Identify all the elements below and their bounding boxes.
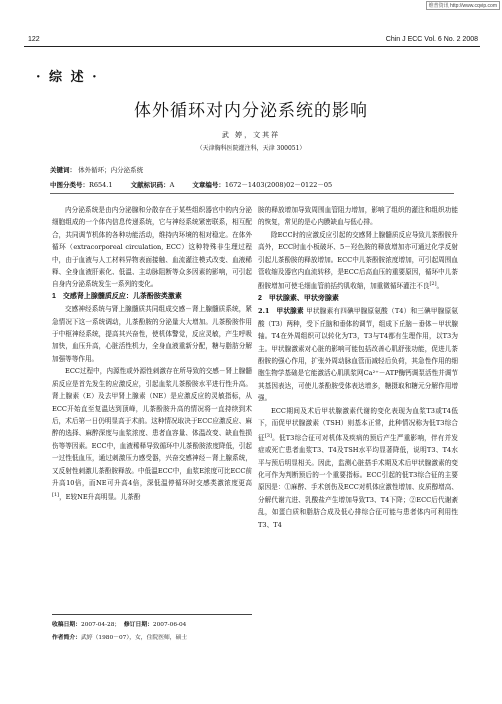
heading-section-2: 2 甲状腺素、甲状旁腺素 bbox=[258, 295, 339, 303]
article-no-label: 文章编号： bbox=[192, 182, 225, 189]
intro-paragraph: 内分泌系统是由内分泌腺和分散存在于某些组织器官中的内分泌细胞组成的一个体内信息传递系统，它与神经系统紧密联系，相互配合，共同调节机体的各种功能活动，维持内环境的相对稳定。在体外循环（extracorporeal circulation, ECC）这种特殊非生理过程中，由于血液与人工材料异物表面接触、血流灌注模式改变、血液稀释、全身血液肝素化、低温、主动脉阻断等众多因素的影响，可引起自身内分泌系统发生一系列的变化。 bbox=[52, 206, 252, 289]
footnote-rule bbox=[52, 614, 252, 615]
citation-ref: [3] bbox=[264, 432, 272, 439]
header-rule bbox=[24, 46, 480, 47]
page-number: 122 bbox=[28, 36, 40, 43]
footnote-author bbox=[52, 632, 187, 641]
abstract-rule bbox=[50, 193, 454, 194]
left-column bbox=[52, 204, 252, 504]
received-date: 2007-04-28； bbox=[81, 622, 121, 628]
paragraph-ecc-catecholamine bbox=[52, 365, 252, 504]
heading-section-1: 1 交感肾上腺髓质反应：儿茶酚胺类激素 bbox=[52, 292, 182, 300]
received-label: 收稿日期： bbox=[52, 622, 81, 628]
watermark: 维普资讯 http://www.cqvip.com bbox=[426, 1, 500, 10]
revised-label: 修订日期： bbox=[123, 622, 153, 628]
affiliation: （天津胸科医院灌注科，天津 300051） bbox=[196, 145, 306, 152]
continued-paragraph: 胺的释放增加导致周围血管阻力增加，影响了组织的灌注和组织功能的恢复，常见的是心内膜缺血与低心排。 bbox=[258, 206, 458, 227]
paragraph-catecholamine-release bbox=[258, 229, 458, 293]
paragraph-text: 甲状腺素有四碘甲腺原氨酸（T4）和三碘甲腺原氨酸（T3）两种，受下丘脑和垂体的调节，组成下丘脑－垂体－甲状腺轴。T4在外周组织可以转化为T3，T3与T4都有生理作用，以T3为主。甲状腺激素对心脏的影响可能包括改善心肌舒张功能，促进儿茶酚胺的强心作用，扩张外周动脉血管而减轻后负荷，其急性作用的细胞生物学基础是它能激活心肌肌浆网Ca²⁺－ATP酶钙调泵活性并调节其基因表达，可使儿茶酚胺受体表达增多，糖摄取和糖元分解作用增强。 bbox=[258, 307, 458, 403]
citation-ref: [2] bbox=[429, 281, 437, 288]
citation-ref: [1] bbox=[52, 492, 60, 499]
revised-date: 2007-06-04 bbox=[152, 622, 187, 628]
article-title: 体外循环对内分泌系统的影响 bbox=[134, 101, 368, 121]
doc-code-label: 文献标识码： bbox=[130, 182, 170, 189]
keywords-line bbox=[50, 165, 143, 174]
author-info-label: 作者简介： bbox=[52, 635, 81, 641]
paragraph-text: ECC过程中，内源性或外源性刺激存在所导致的交感－肾上腺髓质反应是首先发生的应激反应，引起血浆儿茶酚胺水平进行性升高。肾上腺素（E）及去甲肾上腺素（NE）是应激反应的灵敏指标，从ECC开始直至复温达到顶峰，儿茶酚胺升高的情况将一直持续到术后，术后第一日仍明显高于术前。这种情况取决于ECC应激反应、麻醉的选择、麻醉深度与血浆浓度、患者血容量、体温改变、缺血性损伤等等因素。ECC中，血液稀释导致循环中儿茶酚胺浓度降低，引起一过性低血压，通过刺激压力感受器，兴奋交感神经－肾上腺系统，又反射性刺激儿茶酚胺释放。中低温ECC中，血浆E浓度可比ECC前升高10倍，而NE可升高4倍，深低温停循环时交感类激浓度更高 bbox=[52, 367, 252, 487]
right-column bbox=[258, 204, 458, 531]
paragraph-text-tail: 。 bbox=[436, 282, 444, 291]
clc-label: 中图分类号： bbox=[50, 182, 89, 189]
paragraph-text: 除ECC时的应激反应引起的交感肾上腺髓质反应导致儿茶酚胺升高外，ECC时血小板破坏、5－羟色胺的释放增加亦可通过化学反射引起儿茶酚胺的释放增加。ECC中儿茶酚胺浓度增加，可引起周围血管收缩及器官内血流转移，是ECC后高血压的重要原因，循环中儿茶酚胺增加可使毛细血管前括约肌收缩，加重微循环灌注不良 bbox=[258, 230, 458, 291]
footnote-dates bbox=[52, 619, 186, 628]
authors: 武 婷，文其祥 bbox=[221, 131, 281, 139]
keywords: 体外循环；内分泌系统 bbox=[78, 166, 144, 174]
subheading-2-1: 2.1 甲状腺素 bbox=[258, 307, 304, 316]
paragraph-thyroxine bbox=[258, 305, 458, 404]
article-no-value: 1672－1403(2008)02－0122－05 bbox=[224, 181, 333, 189]
paragraph-text-tail: ，E较NE升高明显。儿茶酚 bbox=[59, 493, 141, 502]
journal-header: Chin J ECC Vol. 6 No. 2 2008 bbox=[385, 36, 478, 43]
author-info: 武婷（1980－07），女，住院医师，硕士 bbox=[81, 635, 188, 641]
keywords-label: 关键词： bbox=[50, 167, 76, 174]
section-label: · 综 述 · bbox=[36, 70, 99, 85]
paragraph-text-tail: 。低T3综合征可对机体及疾病的预后产生严重影响，伴有并发症或死亡患者血浆T3、T4及TSH水平均显著降低，说明T3、T4水平与预后明显相关。因此，监测心脏搭手术期及术后甲状腺激素的变化可作为判断预后的一个重要指标。ECC引起的低T3综合征的主要原因是：①麻醉、手术创伤及ECC对机体应激性增加、皮质醇增高、分解代谢亢进、乳酸盐产生增加导致T3、T4下降；②ECC后代谢紊乱，如蛋白质和脂肪合成及低心排综合征可能与患者体内可利用性T3、T4 bbox=[258, 433, 459, 529]
clc-value: R654.1 bbox=[89, 181, 113, 189]
paragraph-sympathetic: 交感神经系统与肾上腺髓质共同组成交感－肾上腺髓质系统，紧急情况下这一系统调动，儿茶酚胺的分泌量大大增加。儿茶酚胺作用于中枢神经系统，提高其兴奋性，使机体警觉，反应灵敏，产生呼吸加快，血压升高，心脏活性机力，全身血液重新分配，糖与脂肪分解加强等等作用。 bbox=[52, 305, 252, 363]
paragraph-low-t3 bbox=[258, 405, 458, 531]
classification-line bbox=[50, 180, 332, 189]
doc-code-value: A bbox=[169, 181, 175, 189]
paragraph-text: ECC期间及术后甲状腺激素代谢的变化表现为血浆T3或T4低下，而促甲状腺激素（TSH）则基本正常，此种情况称为低T3综合征 bbox=[258, 406, 458, 442]
